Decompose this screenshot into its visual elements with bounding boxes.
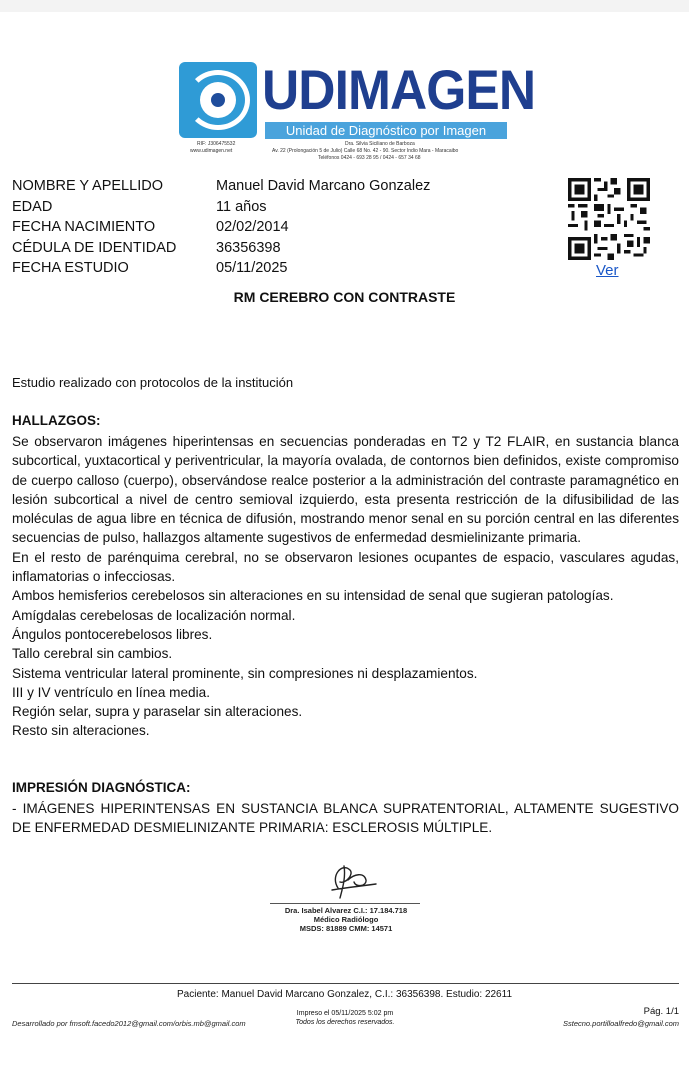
qr-code-icon[interactable] [568,178,650,260]
footer-patient-line: Paciente: Manuel David Marcano Gonzalez, C.I.: 36356398. Estudio: 22611 [176,989,513,1000]
doctor-role: Médico Radiólogo [313,915,379,924]
doctor-ids: MSDS: 81889 CMM: 14571 [299,924,393,933]
info-value: 36356398 [216,239,281,256]
footer-printed: Impreso el 05/11/2025 5:02 pm [296,1010,394,1017]
findings-paragraph: Amígdalas cerebelosas de localización normal. [12,607,296,623]
logo-ring [200,82,236,118]
protocol-text: Estudio realizado con protocolos de la institución [12,375,294,390]
study-title: RM CEREBRO CON CONTRASTE [233,289,456,305]
findings-paragraph: Tallo cerebral sin cambios. [12,646,173,662]
signature-line [270,903,420,904]
doctor-name: Dra. Isabel Alvarez C.I.: 17.184.718 [284,906,408,915]
findings-paragraph: Resto sin alteraciones. [12,723,150,739]
info-row-birth [12,217,430,238]
impression-text: - IMÁGENES HIPERINTENSAS EN SUSTANCIA BLANCA SUPRATENTORIAL, ALTAMENTE SUGESTIVO DE ENFERMEDAD DESMIELINIZANTE PRIMARIA: ESCLEROSIS MÚLTIPLE. [12,801,679,836]
top-bar [0,0,689,12]
footer-divider [12,983,679,984]
findings-paragraph: Se observaron imágenes hiperintensas en secuencias ponderadas en T2 y T2 FLAIR, en sustancia blanca subcortical, yuxtacortical y periventricular, la mayoría ovalada, de contornos bien definidos, existe compromiso de cuerpo calloso (cuerpo), observándose realce posterior a la administración del contraste paramagnético en lesión subcortical a nivel de centro semioval izquierdo, esta presenta restricción de la difusibilidad de las moléculas de agua libre en técnica de difusión, mostrando menor senal en su porción central en las diferentes secuencias de pulso, hallazgos altamente sugestivos de enfermedad desmielinizante primaria. [12,434,679,546]
info-value: Manuel David Marcano Gonzalez [216,178,431,194]
findings-body [12,432,679,741]
director-name: Dra. Silvia Siciliano de Barboza [345,141,415,147]
logo-dot [211,93,225,107]
patient-info [12,176,430,279]
info-value: 02/02/2014 [216,219,289,235]
rif-number: RIF: J306475532 [197,141,236,147]
findings-paragraph: Sistema ventricular lateral prominente, sin compresiones ni desplazamientos. [12,665,478,681]
address: Av. 22 (Prolongación 5 de Julio) Calle 68 No. 42 - 90. Sector Indio Mara - Maracaibo [272,148,459,154]
info-row-date [12,258,430,279]
info-label: EDAD [12,198,53,215]
findings-paragraph: Ángulos pontocerebelosos libres. [12,626,213,642]
info-label: CÉDULA DE IDENTIDAD [12,239,177,256]
footer-developer: Desarrollado por fmsoft.facedo2012@gmail.com/orbis.mb@gmail.com [12,1019,246,1028]
findings-paragraph: En el resto de parénquima cerebral, no se observaron lesiones ocupantes de espacio, vasculares agudas, inflamatorias o infecciosas. [12,549,679,585]
handwritten-signature-icon [320,858,380,902]
udimagen-logo-icon [179,62,257,138]
brand-name: UDIMAGEN [262,58,536,121]
info-value: 11 años [216,198,267,215]
findings-paragraph: Región selar, supra y paraselar sin alteraciones. [12,704,303,720]
info-row-name [12,176,430,197]
info-label: FECHA NACIMIENTO [12,219,156,235]
footer-rights: Todos los derechos reservados. [295,1019,395,1026]
page-number: Pág. 1/1 [643,1006,679,1017]
website: www.udimagen.net [190,148,233,154]
findings-paragraph: Ambos hemisferios cerebelosos sin alteraciones en su intensidad de senal que sugieran patologías. [12,588,614,604]
info-row-id [12,238,430,259]
info-value: 05/11/2025 [216,260,288,276]
info-label: NOMBRE Y APELLIDO [12,178,163,194]
info-row-age [12,197,430,218]
qr-view-link[interactable]: Ver [596,262,619,279]
findings-title: HALLAZGOS: [12,413,101,428]
impression-title: IMPRESIÓN DIAGNÓSTICA: [12,780,191,795]
footer-support: Sstecno.portilloalfredo@gmail.com [563,1019,679,1028]
findings-paragraph: III y IV ventrículo en línea media. [12,684,210,700]
brand-tagline: Unidad de Diagnóstico por Imagen [265,122,507,139]
impression-body [12,799,679,838]
signature-block [264,906,428,933]
phones: Teléfonos 0424 - 693 28 95 / 0424 - 657 34 68 [318,155,421,161]
info-label: FECHA ESTUDIO [12,260,129,276]
footer-print-info [270,1009,420,1027]
